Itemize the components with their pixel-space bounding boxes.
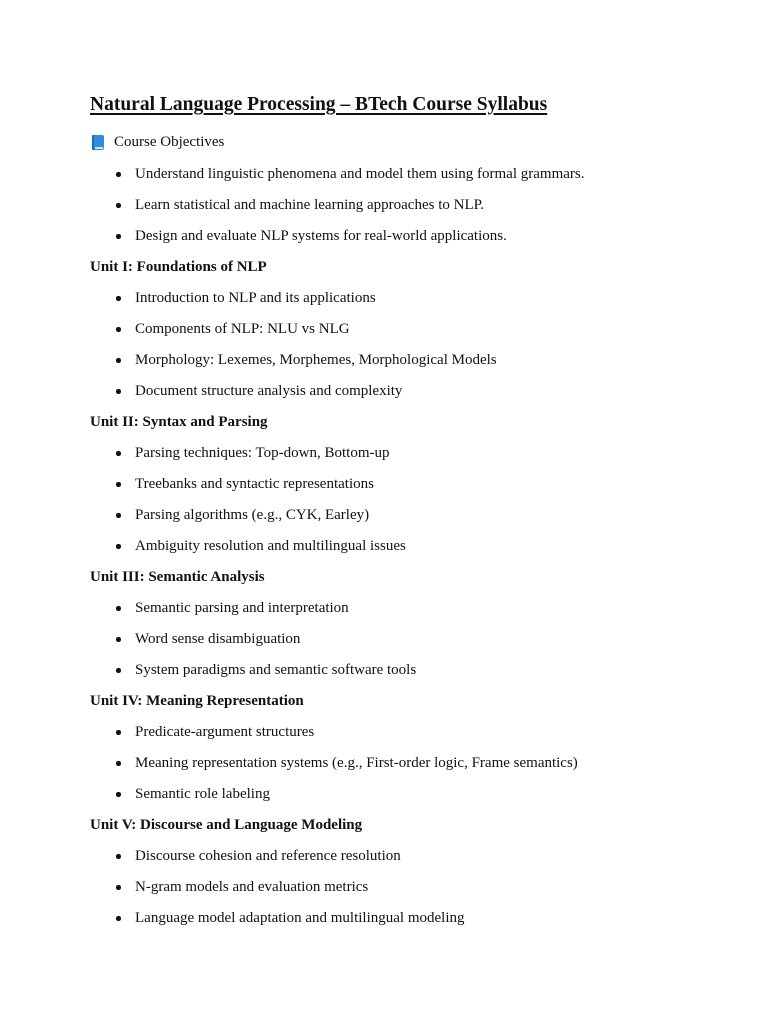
list-item: Parsing techniques: Top-down, Bottom-up [90, 441, 730, 472]
list-item: Semantic parsing and interpretation [90, 596, 730, 627]
list-item: Discourse cohesion and reference resolution [90, 844, 730, 875]
list-item: N-gram models and evaluation metrics [90, 875, 730, 906]
unit-1-heading: Unit I: Foundations of NLP [90, 259, 267, 275]
list-item: Predicate-argument structures [90, 720, 730, 751]
list-item: Language model adaptation and multilingual modeling [90, 906, 730, 937]
list-item: Morphology: Lexemes, Morphemes, Morphological Models [90, 348, 730, 379]
course-objectives-heading [92, 131, 224, 153]
list-item: Treebanks and syntactic representations [90, 472, 730, 503]
list-item: Design and evaluate NLP systems for real-world applications. [90, 224, 730, 255]
list-item: System paradigms and semantic software tools [90, 658, 730, 689]
list-item: Parsing algorithms (e.g., CYK, Earley) [90, 503, 730, 534]
list-item: Word sense disambiguation [90, 627, 730, 658]
list-item: Understand linguistic phenomena and model them using formal grammars. [90, 162, 730, 193]
list-item: Ambiguity resolution and multilingual issues [90, 534, 730, 565]
list-item: Learn statistical and machine learning approaches to NLP. [90, 193, 730, 224]
unit-5-heading: Unit V: Discourse and Language Modeling [90, 817, 363, 833]
list-item: Meaning representation systems (e.g., First-order logic, Frame semantics) [90, 751, 730, 782]
unit-3-heading: Unit III: Semantic Analysis [90, 569, 265, 585]
list-item: Document structure analysis and complexity [90, 379, 730, 410]
unit-1-list [90, 286, 730, 410]
syllabus-content [90, 162, 730, 937]
page-title: Natural Language Processing – BTech Course Syllabus [90, 94, 548, 115]
list-item: Semantic role labeling [90, 782, 730, 813]
objectives-list [90, 162, 730, 255]
unit-2-list [90, 441, 730, 565]
blue-book-icon [92, 135, 104, 150]
unit-3-list [90, 596, 730, 689]
unit-4-heading: Unit IV: Meaning Representation [90, 693, 304, 709]
course-objectives-label: Course Objectives [114, 134, 225, 150]
unit-2-heading: Unit II: Syntax and Parsing [90, 414, 268, 430]
list-item: Introduction to NLP and its applications [90, 286, 730, 317]
unit-5-list [90, 844, 730, 937]
list-item: Components of NLP: NLU vs NLG [90, 317, 730, 348]
unit-4-list [90, 720, 730, 813]
